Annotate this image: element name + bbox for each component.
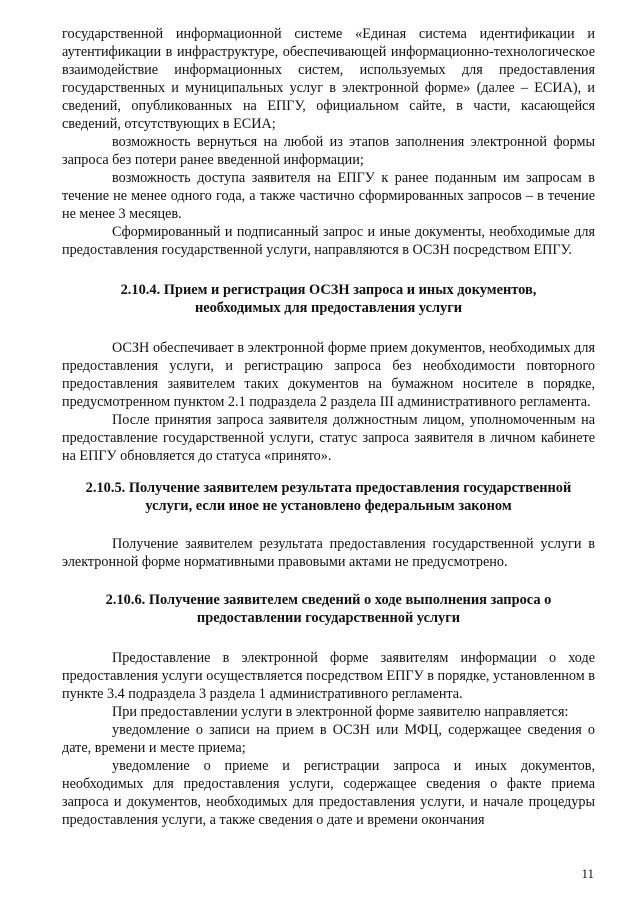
paragraph-progress-info: Предоставление в электронной форме заявителям информации о ходе предоставления услуги осуществляется посредством ЕПГУ в порядке, установленном в пункте 3.4 подраздела 3 раздела 1 административного регламента.	[62, 650, 595, 702]
heading-line: 2.10.6. Получение заявителем сведений о ходе выполнения запроса о	[105, 592, 552, 608]
heading-line: необходимых для предоставления услуги	[194, 300, 463, 316]
paragraph-oszn-receipt: ОСЗН обеспечивает в электронной форме прием документов, необходимых для предоставления услуги, и регистрацию запроса без необходимости повторного предоставления заявителем таких документов на бумажном носителе в порядке, предусмотренном пунктом 2.1 подраздела 2 раздела III административного регламента.	[62, 340, 595, 410]
paragraph-status-accepted: После принятия запроса заявителя должностным лицом, уполномоченным на предоставление государственной услуги, статус запроса заявителя в личном кабинете на ЕПГУ обновляется до статуса «принято».	[62, 412, 595, 464]
paragraph-registration-notice: уведомление о приеме и регистрации запроса и иных документов, необходимых для предоставления услуги, содержащее сведения о факте приема запроса и документов, необходимых для предоставления услуги, и начале процедуры предоставления услуги, а также сведения о дате и времени окончания	[62, 758, 595, 828]
paragraph-notification-intro: При предоставлении услуги в электронной форме заявителю направляется:	[112, 704, 569, 720]
paragraph-return-to-step: возможность вернуться на любой из этапов заполнения электронной формы запроса без потери ранее введенной информации;	[62, 134, 595, 168]
paragraph-appointment-notice: уведомление о записи на прием в ОСЗН или МФЦ, содержащее сведения о дате, времени и месте приема;	[62, 722, 595, 756]
section-heading-2-10-4	[62, 281, 595, 317]
paragraph-result-not-provided: Получение заявителем результата предоставления государственной услуги в электронной форме нормативными правовыми актами не предусмотрено.	[62, 536, 595, 570]
section-heading-2-10-5	[62, 479, 595, 515]
paragraph-signed-request: Сформированный и подписанный запрос и иные документы, необходимые для предоставления государственной услуги, направляются в ОСЗН посредством ЕПГУ.	[62, 224, 595, 258]
page-content	[62, 25, 595, 829]
heading-line: услуги, если иное не установлено федеральным законом	[145, 498, 512, 514]
section-heading-2-10-6	[62, 591, 595, 627]
paragraph-esia: государственной информационной системе «Единая система идентификации и аутентификации в инфраструктуре, обеспечивающей информационно-технологическое взаимодействие информационных систем, используемых для предоставления государственных и муниципальных услуг в электронной форме» (далее – ЕСИА), и сведений, опубликованных на ЕПГУ, официальном сайте, в части, касающейся сведений, отсутствующих в ЕСИА;	[62, 26, 595, 132]
heading-line: 2.10.5. Получение заявителем результата предоставления государственной	[85, 480, 572, 496]
page-number: 11	[581, 866, 594, 881]
heading-line: 2.10.4. Прием и регистрация ОСЗН запроса и иных документов,	[120, 282, 537, 298]
heading-line: предоставлении государственной услуги	[196, 610, 461, 626]
paragraph-access-requests: возможность доступа заявителя на ЕПГУ к ранее поданным им запросам в течение не менее одного года, а также частично сформированных запросов – в течение не менее 3 месяцев.	[62, 170, 595, 222]
